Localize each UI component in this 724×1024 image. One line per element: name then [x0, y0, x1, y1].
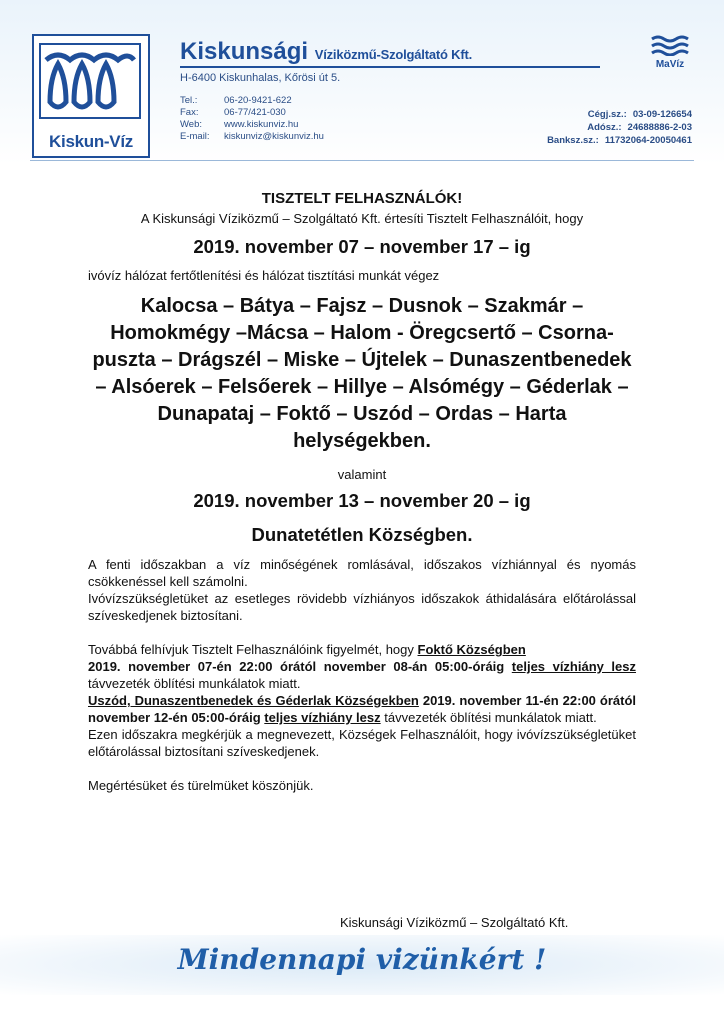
- contact-email[interactable]: E-mail: kiskunviz@kiskunviz.hu: [180, 131, 324, 142]
- notice-heading: TISZTELT FELHASZNÁLÓK!: [261, 190, 463, 207]
- contact-tel: Tel.: 06-20-9421-622: [180, 95, 292, 106]
- letterhead: [0, 0, 724, 165]
- contact-list: [180, 95, 324, 143]
- company-name-main: Kiskunsági: [180, 38, 309, 65]
- company-name-sub: Víziközmű-Szolgáltató Kft.: [314, 47, 473, 62]
- contact-web[interactable]: Web: www.kiskunviz.hu: [180, 119, 299, 130]
- paragraph-fokto: Továbbá felhívjuk Tisztelt Felhasználóink figyelmét, hogy Foktő Községben 2019. november 07-én 22:00 órától november 08-án 05:00-óráig teljes vízhiány lesz távvezeték öblítési munkálatok miatt.: [88, 642, 636, 691]
- date-range-1: 2019. november 07 – november 17 – ig: [193, 236, 531, 257]
- paragraph-uszod: Uszód, Dunaszentbenedek és Géderlak Községekben 2019. november 11-én 22:00 órától november 12-én 05:00-óráig teljes vízhiány lesz távvezeték öblítési munkálatok miatt.: [88, 693, 636, 725]
- id-adoszam: Adósz.: 24688886-2-03: [587, 122, 692, 133]
- signature: Kiskunsági Víziközmű – Szolgáltató Kft.: [340, 915, 569, 930]
- footer-banner: [0, 935, 724, 995]
- paragraph-request: Ezen időszakra megkérjük a megnevezett, Községek Felhasználóit, hogy ivóvízszükségletüket előtárolással biztosítani szíveskedjenek.: [88, 727, 636, 759]
- company-name: [180, 38, 472, 66]
- water-drops-icon: [38, 42, 142, 120]
- id-bankszamla: Banksz.sz.: 11732064-20050461: [547, 135, 692, 146]
- paragraph-storage: Ivóvízszükségletüket az esetleges rövidebb vízhiányos időszakok áthidalására előtárolással szíveskedjenek biztosítani.: [88, 591, 636, 623]
- footer-slogan: Mindennapi vizünkért !: [177, 943, 547, 976]
- intro-text: A Kiskunsági Víziközmű – Szolgáltató Kft. értesíti Tisztelt Felhasználóit, hogy: [140, 211, 584, 226]
- header-bottom-rule: [30, 160, 694, 161]
- work-description: ivóvíz hálózat fertőtlenítési és hálózat tisztítási munkát végez: [88, 268, 440, 283]
- company-address: H-6400 Kiskunhalas, Kőrösi út 5.: [180, 72, 341, 84]
- header-divider: [180, 66, 600, 68]
- id-cegjegyzek: Cégj.sz.: 03-09-126654: [587, 109, 692, 120]
- paragraph-thanks: Megértésüket és türelmüket köszönjük.: [88, 778, 314, 793]
- paragraph-quality: A fenti időszakban a víz minőségének romlásával, időszakos vízhiánnyal és nyomás csökkenéssel kell számolni.: [88, 557, 636, 589]
- maviz-label: MaVíz: [655, 59, 685, 70]
- town-2: Dunatetétlen Községben.: [251, 524, 473, 545]
- logo-text: Kiskun-Víz: [49, 132, 133, 151]
- date-range-2: 2019. november 13 – november 20 – ig: [193, 490, 531, 511]
- contact-fax: Fax: 06-77/421-030: [180, 107, 286, 118]
- notice-body: [88, 190, 636, 794]
- company-logo: [32, 34, 150, 158]
- town-list: Kalocsa – Bátya – Fajsz – Dusnok – Szakmár – Homokmégy –Mácsa – Halom - Öregcsertő – Csorna-puszta – Drágszél – Miske – Újtelek – Dunaszentbenedek – Alsóerek – Felsőerek – Hillye – Alsómégy – Géderlak – Dunapataj – Foktő – Uszód – Ordas – Harta helységekben.: [92, 295, 632, 452]
- company-ids: [547, 108, 692, 147]
- maviz-logo: [648, 34, 692, 70]
- waves-icon: [650, 34, 690, 56]
- connector-text: valamint: [337, 467, 387, 482]
